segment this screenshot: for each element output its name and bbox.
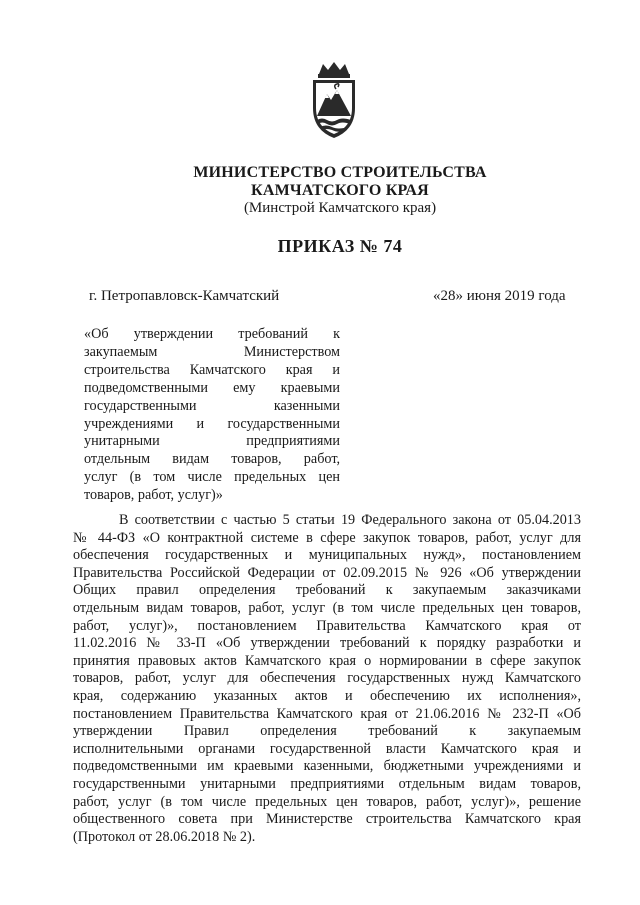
body-line: Правительства Российской Федерации от 02.09.2015 № 926 «Об утверждении: [73, 564, 581, 581]
subject-line: подведомственными ему краевыми: [84, 379, 340, 396]
body-line: принятия правовых актов Камчатского края о нормировании в сфере закупок: [73, 652, 581, 669]
body-line: утверждении Правил определения требований к закупаемым: [73, 723, 581, 740]
subject-line: товаров, работ, услуг)»: [84, 487, 223, 504]
body-line: Общих правил определения требований к закупаемым заказчиками: [73, 582, 581, 599]
order-date: «28» июня 2019 года: [433, 288, 566, 304]
ministry-name-line-2: КАМЧАТСКОГО КРАЯ: [251, 182, 429, 199]
subject-line: «Об утверждении требований к: [84, 326, 340, 342]
subject-line: учреждениями и государственными: [84, 415, 340, 432]
body-line: подведомственными им краевыми казенными, бюджетными учреждениями и: [73, 758, 581, 775]
order-title: ПРИКАЗ № 74: [277, 236, 403, 256]
body-line: товаров, работ, услуг для обеспечения государственных нужд Камчатского: [73, 670, 581, 687]
body-line: (Протокол от 28.06.2018 № 2).: [73, 828, 256, 845]
body-line: № 44-ФЗ «О контрактной системе в сфере закупок товаров, работ, услуг для: [73, 529, 581, 546]
preamble-paragraph: [73, 512, 581, 846]
body-line: исполнительными органами государственной власти Камчатского края и: [73, 740, 581, 757]
body-line: отдельным видам товаров, работ, услуг (в том числе предельных цен товаров,: [73, 599, 581, 616]
order-subject: [84, 326, 340, 505]
body-line: работ, услуг (в том числе предельных цен товаров, работ, услуг)», решение: [73, 793, 581, 810]
body-line: государственными унитарными предприятиями отдельным видам товаров,: [73, 775, 581, 792]
body-line: обеспечения государственных и муниципальных нужд», постановлением: [73, 547, 581, 564]
city: г. Петропавловск-Камчатский: [89, 288, 280, 304]
ministry-short-name: (Минстрой Камчатского края): [243, 200, 437, 216]
body-line: 11.02.2016 № 33-П «Об утверждении требований к порядку разработки и: [73, 635, 581, 652]
subject-line: унитарными предприятиями: [84, 433, 340, 450]
body-line: В соответствии с частью 5 статьи 19 Федерального закона от 05.04.2013: [119, 512, 581, 528]
ministry-name-line-1: МИНИСТЕРСТВО СТРОИТЕЛЬСТВА: [193, 164, 487, 181]
subject-line: отдельным видам товаров, работ,: [84, 451, 340, 468]
body-line: работ, услуг)», постановлением Правительства Камчатского края от: [73, 617, 581, 634]
kamchatka-coat-of-arms-icon: [305, 60, 363, 140]
body-line: общественного совета при Министерстве строительства Камчатского края: [73, 811, 581, 828]
subject-line: закупаемым Министерством: [84, 343, 340, 360]
subject-line: услуг (в том числе предельных цен: [84, 469, 340, 486]
subject-line: строительства Камчатского края и: [84, 361, 340, 378]
body-line: края, содержанию указанных актов и обеспечению их исполнения»,: [73, 687, 581, 704]
subject-line: государственными казенными: [84, 397, 340, 414]
body-line: постановлением Правительства Камчатского края от 21.06.2016 № 232-П «Об: [73, 705, 581, 722]
